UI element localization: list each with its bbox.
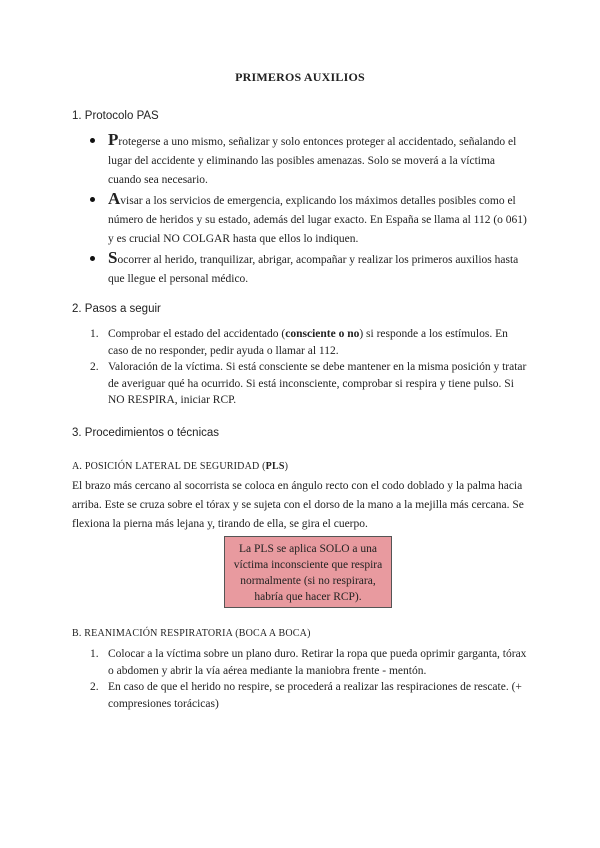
- list-item: [90, 359, 530, 409]
- pas-list: [90, 130, 530, 289]
- list-item-text: Valoración de la víctima. Si está consciente se debe mantener en la misma posición y tratar de averiguar qué ha ocurrido. Si está inconsciente, comprobar si respira y tiene pulso. Si NO RESPIRA, iniciar RCP.: [108, 361, 527, 406]
- section-heading-pasos: 2. Pasos a seguir: [72, 303, 161, 315]
- bullet-icon: [90, 256, 95, 261]
- initial-letter: P: [108, 130, 119, 149]
- list-item-text: ocorrer al herido, tranquilizar, abrigar, acompañar y realizar los primeros auxilios hasta que llegue el personal médico.: [108, 254, 519, 285]
- subheading-pls: [72, 461, 288, 472]
- subheading-text: ): [284, 461, 289, 472]
- list-item: [90, 646, 530, 679]
- pls-note-box: La PLS se aplica SOLO a una víctima inconsciente que respira normalmente (si no respirara, habría que hacer RCP).: [224, 536, 392, 608]
- list-item: [90, 248, 530, 289]
- section-heading-procedimientos: 3. Procedimientos o técnicas: [72, 427, 220, 439]
- list-item-text: visar a los servicios de emergencia, explicando los máximos detalles posibles como el número de heridos y su estado, además del lugar exacto. En España se llama al 112 (o 061) y es crucial NO COLGAR hasta que ellos lo indiquen.: [108, 195, 527, 245]
- list-item-text: rotegerse a uno mismo, señalizar y solo entonces proteger al accidentado, señalando el lugar del accidente y eliminando las posibles amenazas. Solo se moverá a la víctima cuando sea necesario.: [108, 136, 517, 186]
- list-item-text: En caso de que el herido no respire, se procederá a realizar las respiraciones de rescate. (+ compresiones torácicas): [108, 681, 522, 710]
- pasos-list: [90, 326, 530, 409]
- section-heading-pas: 1. Protocolo PAS: [72, 110, 159, 122]
- bullet-icon: [90, 197, 95, 202]
- list-number: 1.: [90, 328, 99, 340]
- list-item-text: Comprobar el estado del accidentado (: [108, 328, 286, 340]
- list-item-text: ) si responde a los estímulos. En caso de no responder, pedir ayuda o llamar al 112.: [108, 328, 508, 357]
- bold-text: consciente o no: [285, 328, 360, 340]
- list-number: 2.: [90, 681, 99, 693]
- list-item: [90, 130, 530, 190]
- subheading-text: A. POSICIÓN LATERAL DE SEGURIDAD (: [72, 461, 266, 472]
- reanimacion-list: [90, 646, 530, 712]
- subheading-reanimacion: B. REANIMACIÓN RESPIRATORIA (BOCA A BOCA): [72, 628, 311, 639]
- list-item-text: Colocar a la víctima sobre un plano duro. Retirar la ropa que pueda oprimir garganta, tórax o abdomen y abrir la vía aérea mediante la maniobra frente - mentón.: [108, 648, 527, 677]
- bullet-icon: [90, 138, 95, 143]
- list-number: 1.: [90, 648, 99, 660]
- pls-paragraph: El brazo más cercano al socorrista se coloca en ángulo recto con el codo doblado y la palma hacia arriba. Este se cruza sobre el tórax y se sujeta con el dorso de la mano a la mejilla más cercana. Se flexiona la pierna más lejana y, tirando de ella, se gira el cuerpo.: [72, 480, 524, 530]
- list-item: [90, 679, 530, 712]
- page-title: PRIMEROS AUXILIOS: [235, 70, 365, 84]
- initial-letter: S: [108, 248, 118, 267]
- initial-letter: A: [108, 189, 121, 208]
- list-item: [90, 326, 530, 359]
- list-item: [90, 189, 530, 249]
- list-number: 2.: [90, 361, 99, 373]
- bold-text: PLS: [265, 461, 285, 472]
